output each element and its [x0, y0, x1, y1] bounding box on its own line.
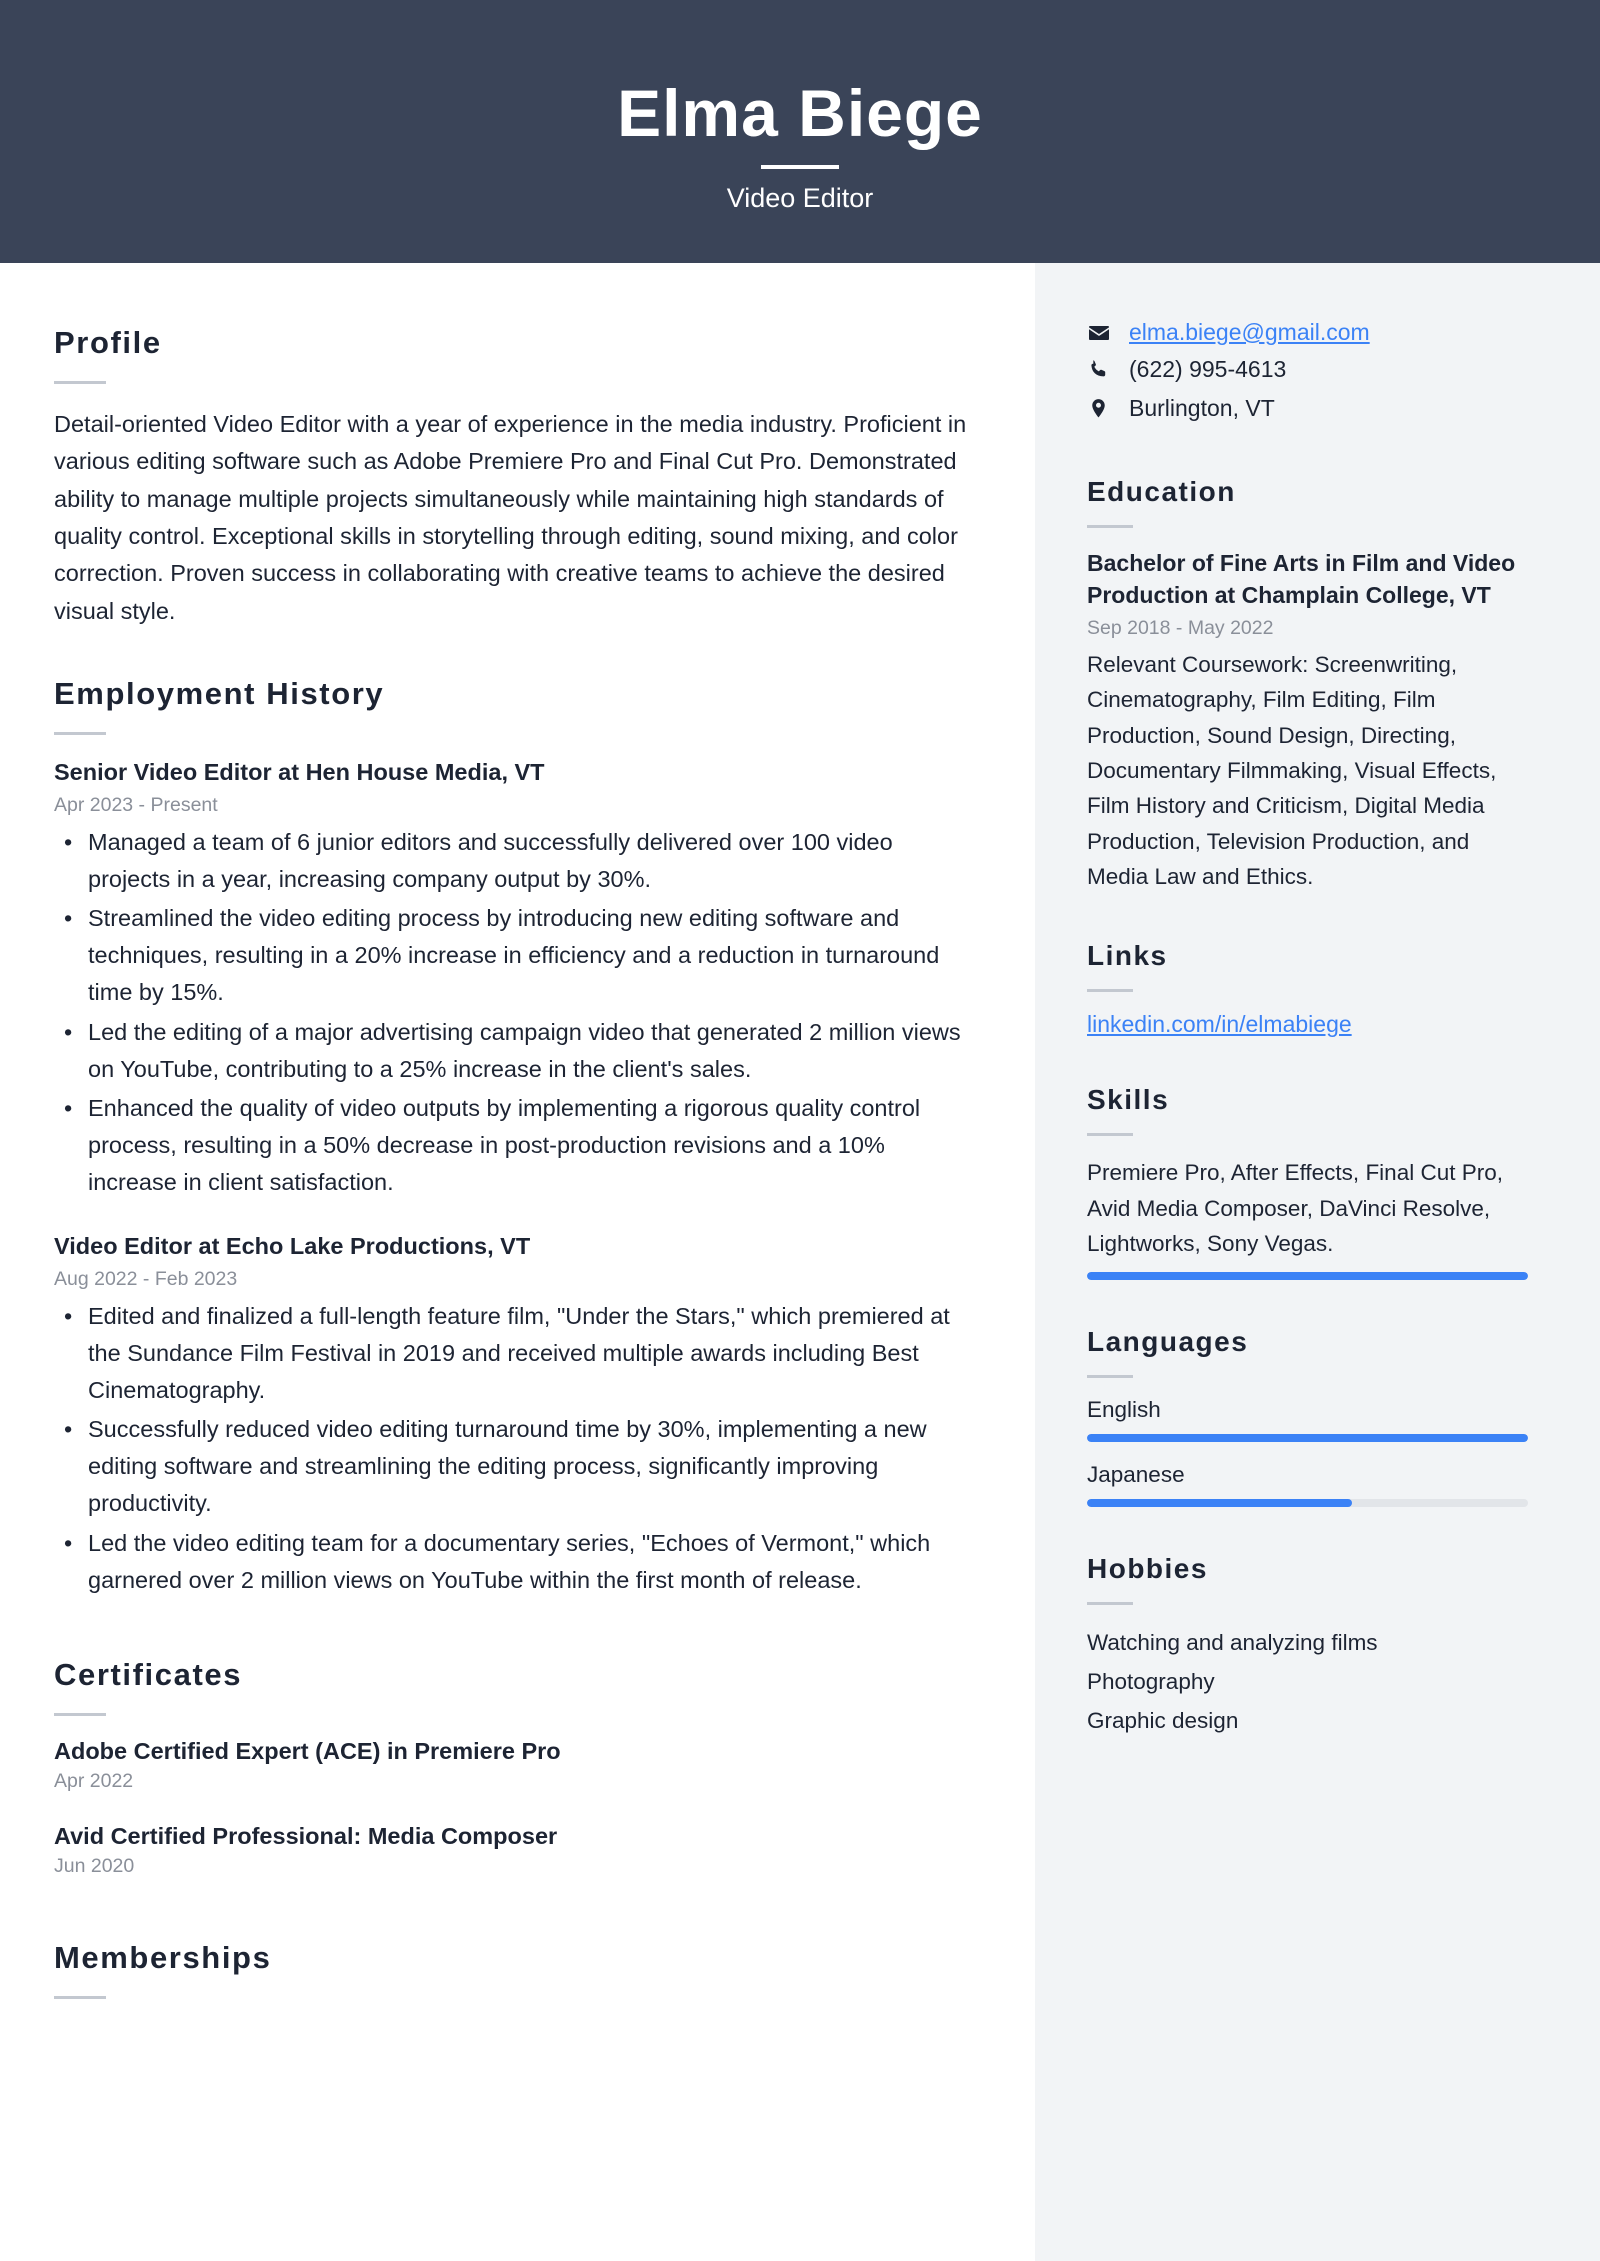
map-pin-icon — [1087, 397, 1117, 420]
hobbies-heading: Hobbies — [1087, 1553, 1208, 1585]
skills-level-fill — [1087, 1272, 1528, 1280]
education-degree: Bachelor of Fine Arts in Film and Video Production at Champlain College, VT — [1087, 549, 1516, 609]
location-value: Burlington, VT — [1129, 394, 1275, 421]
language-name: Japanese — [1087, 1462, 1185, 1488]
language-name: English — [1087, 1397, 1161, 1423]
job-bullet: • Led the editing of a major advertising campaign video that generated 2 million views on YouTube, contributing to a 25% increase in the client's sales. — [54, 1014, 975, 1088]
memberships-heading-rule — [54, 1996, 106, 1999]
language-row — [1087, 1397, 1528, 1442]
language-level-bar — [1087, 1434, 1528, 1442]
envelope-icon — [1087, 321, 1117, 345]
hobby-item: Photography — [1087, 1669, 1215, 1695]
employment-heading: Employment History — [54, 676, 385, 712]
resume-body — [0, 263, 1600, 2261]
job-bullet: • Successfully reduced video editing turnaround time by 30%, implementing a new editing software and streamlining the editing process, significantly improving productivity. — [54, 1411, 975, 1522]
education-description: Relevant Coursework: Screenwriting, Cinematography, Film Editing, Film Production, Sound Design, Directing, Documentary Filmmaking, Visual Effects, Film History and Criticism, Digital Media Production, Television Production, and Media Law and Ethics. — [1087, 652, 1497, 889]
phone-icon — [1087, 358, 1117, 381]
contact-location-row — [1087, 394, 1528, 424]
links-heading: Links — [1087, 940, 1168, 972]
email-link[interactable]: elma.biege@gmail.com — [1129, 319, 1370, 345]
job-bullet: • Streamlined the video editing process by introducing new editing software and techniques, resulting in a 20% increase in efficiency and a reduction in turnaround time by 15%. — [54, 900, 975, 1011]
skills-heading: Skills — [1087, 1084, 1170, 1116]
profile-heading: Profile — [54, 325, 162, 360]
resume-header — [0, 0, 1600, 263]
job-entry — [54, 757, 975, 1201]
profile-text: Detail-oriented Video Editor with a year of experience in the media industry. Proficient in various editing software such as Adobe Premiere Pro and Final Cut Pro. Demonstrated ability to manage multiple projects simultaneously while maintaining high standards of quality control. Exceptional skills in storytelling through editing, sound mixing, and color correction. Proven success in collaborating with creative teams to achieve the desired visual style. — [54, 411, 967, 624]
job-bullets — [54, 1298, 975, 1599]
linkedin-link[interactable]: linkedin.com/in/elmabiege — [1087, 1011, 1352, 1038]
header-divider — [761, 165, 839, 169]
job-bullet: • Enhanced the quality of video outputs by implementing a rigorous quality control process, resulting in a 50% decrease in post-production revisions and a 10% increase in client satisfaction. — [54, 1090, 975, 1201]
section-memberships — [54, 1940, 975, 1999]
contact-email-row — [1087, 319, 1528, 346]
language-level-fill — [1087, 1499, 1352, 1507]
language-level-bar — [1087, 1499, 1528, 1507]
job-bullet: • Managed a team of 6 junior editors and successfully delivered over 100 video projects in a year, increasing company output by 30%. — [54, 824, 975, 898]
job-dates: Aug 2022 - Feb 2023 — [54, 1267, 238, 1290]
certificate-entry — [54, 1823, 975, 1878]
job-dates: Apr 2023 - Present — [54, 793, 218, 816]
skills-heading-rule — [1087, 1133, 1133, 1136]
job-title: Video Editor at Echo Lake Productions, VT — [54, 1233, 531, 1260]
certificates-heading-rule — [54, 1713, 106, 1716]
job-bullet: • Edited and finalized a full-length feature film, "Under the Stars," which premiered at the Sundance Film Festival in 2019 and received multiple awards including Best Cinematography. — [54, 1298, 975, 1409]
candidate-name: Elma Biege — [617, 76, 983, 151]
certificate-title: Avid Certified Professional: Media Composer — [54, 1822, 558, 1849]
employment-heading-rule — [54, 732, 106, 735]
language-row — [1087, 1462, 1528, 1507]
job-entry — [54, 1231, 975, 1599]
certificate-date: Jun 2020 — [54, 1854, 135, 1877]
sidebar-column — [1035, 263, 1600, 2261]
section-links — [1087, 940, 1528, 1038]
languages-heading-rule — [1087, 1375, 1133, 1378]
contact-phone-row — [1087, 355, 1528, 385]
skills-text: Premiere Pro, After Effects, Final Cut Pro, Avid Media Composer, DaVinci Resolve, Lightworks, Sony Vegas. — [1087, 1160, 1503, 1256]
section-education — [1087, 476, 1528, 895]
hobby-item: Watching and analyzing films — [1087, 1630, 1378, 1656]
section-skills — [1087, 1084, 1528, 1280]
job-bullet: • Led the video editing team for a documentary series, "Echoes of Vermont," which garnered over 2 million views on YouTube within the first month of release. — [54, 1525, 975, 1599]
job-bullets — [54, 824, 975, 1201]
skills-level-bar — [1087, 1272, 1528, 1280]
education-heading-rule — [1087, 525, 1133, 528]
certificate-entry — [54, 1738, 975, 1793]
contact-block — [1087, 319, 1528, 424]
section-employment-history — [54, 676, 975, 1599]
profile-heading-rule — [54, 381, 106, 384]
certificate-date: Apr 2022 — [54, 1769, 134, 1792]
job-title: Senior Video Editor at Hen House Media, VT — [54, 759, 545, 786]
section-languages — [1087, 1326, 1528, 1507]
education-heading: Education — [1087, 475, 1236, 507]
phone-value: (622) 995-4613 — [1129, 356, 1287, 382]
hobbies-heading-rule — [1087, 1602, 1133, 1605]
language-level-fill — [1087, 1434, 1528, 1442]
memberships-heading: Memberships — [54, 1939, 272, 1975]
languages-heading: Languages — [1087, 1326, 1249, 1358]
hobby-item: Graphic design — [1087, 1708, 1239, 1734]
certificates-heading: Certificates — [54, 1656, 243, 1692]
education-dates: Sep 2018 - May 2022 — [1087, 617, 1274, 640]
certificate-title: Adobe Certified Expert (ACE) in Premiere Pro — [54, 1737, 561, 1764]
links-heading-rule — [1087, 989, 1133, 992]
section-certificates — [54, 1657, 975, 1878]
section-hobbies — [1087, 1553, 1528, 1741]
main-column — [0, 263, 1035, 2261]
section-profile — [54, 325, 975, 630]
candidate-job-title: Video Editor — [726, 182, 874, 213]
